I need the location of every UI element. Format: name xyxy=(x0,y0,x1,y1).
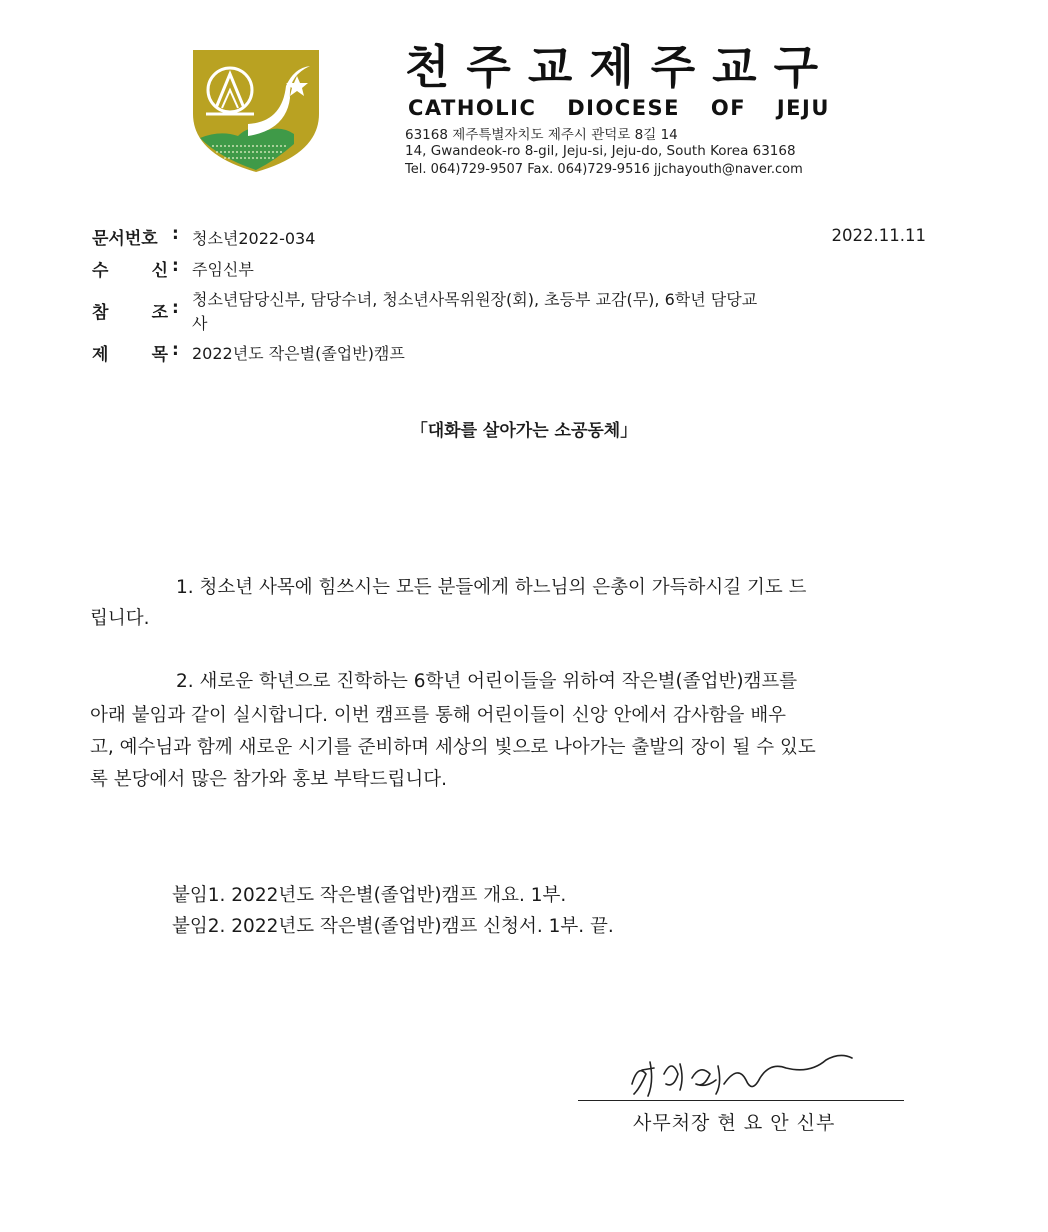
paragraph-1-line-2: 립니다. xyxy=(90,608,150,629)
doc-number-label: 문서번호 : xyxy=(92,224,179,249)
recipient: 주임신부 xyxy=(192,260,254,279)
subject-label: 제 목 : xyxy=(92,340,179,365)
attachment-2: 붙임2. 2022년도 작은별(졸업반)캠프 신청서. 1부. 끝. xyxy=(172,916,614,937)
paragraph-1-line-1: 1. 청소년 사목에 힘쓰시는 모든 분들에게 하느님의 은총이 가득하시길 기도 드 xyxy=(176,577,807,598)
recipient-label: 수 신 : xyxy=(92,256,179,281)
subject: 2022년도 작은별(졸업반)캠프 xyxy=(192,344,405,363)
attachment-1: 붙임1. 2022년도 작은별(졸업반)캠프 개요. 1부. xyxy=(172,885,567,906)
diocese-logo xyxy=(190,46,322,174)
address-english: 14, Gwandeok-ro 8-gil, Jeju-si, Jeju-do, South Korea 63168 xyxy=(405,143,796,159)
signature-line xyxy=(578,1100,904,1101)
signer-name: 사무처장 현 요 안 신부 xyxy=(633,1112,836,1134)
doc-number: 청소년2022-034 xyxy=(192,229,316,248)
org-name-korean: 천주교제주교구 xyxy=(405,40,836,94)
contact-info: Tel. 064)729-9507 Fax. 064)729-9516 jjchayouth@naver.com xyxy=(405,162,803,177)
doc-date: 2022.11.11 xyxy=(831,226,926,245)
reference-line-1: 청소년담당신부, 담당수녀, 청소년사목위원장(회), 초등부 교감(무), 6학년 담당교 xyxy=(192,290,758,309)
paragraph-2-line-2: 아래 붙임과 같이 실시합니다. 이번 캠프를 통해 어린이들이 신앙 안에서 감사함을 배우 xyxy=(90,705,787,726)
reference-line-2: 사 xyxy=(192,314,208,333)
org-name-english: CATHOLIC DIOCESE OF JEJU xyxy=(408,96,830,120)
address-korean: 63168 제주특별자치도 제주시 관덕로 8길 14 xyxy=(405,127,678,143)
logo-hill xyxy=(200,128,294,170)
subtitle-slogan: 「대화를 살아가는 소공동체」 xyxy=(410,421,638,441)
handwritten-signature xyxy=(620,1044,860,1100)
paragraph-2-line-4: 록 본당에서 많은 참가와 홍보 부탁드립니다. xyxy=(90,769,447,790)
reference-label: 참 조 : xyxy=(92,298,179,323)
paragraph-2-line-1: 2. 새로운 학년으로 진학하는 6학년 어린이들을 위하여 작은별(졸업반)캠프를 xyxy=(176,671,798,692)
paragraph-2-line-3: 고, 예수님과 함께 새로운 시기를 준비하며 세상의 빛으로 나아가는 출발의 장이 될 수 있도 xyxy=(90,737,816,758)
